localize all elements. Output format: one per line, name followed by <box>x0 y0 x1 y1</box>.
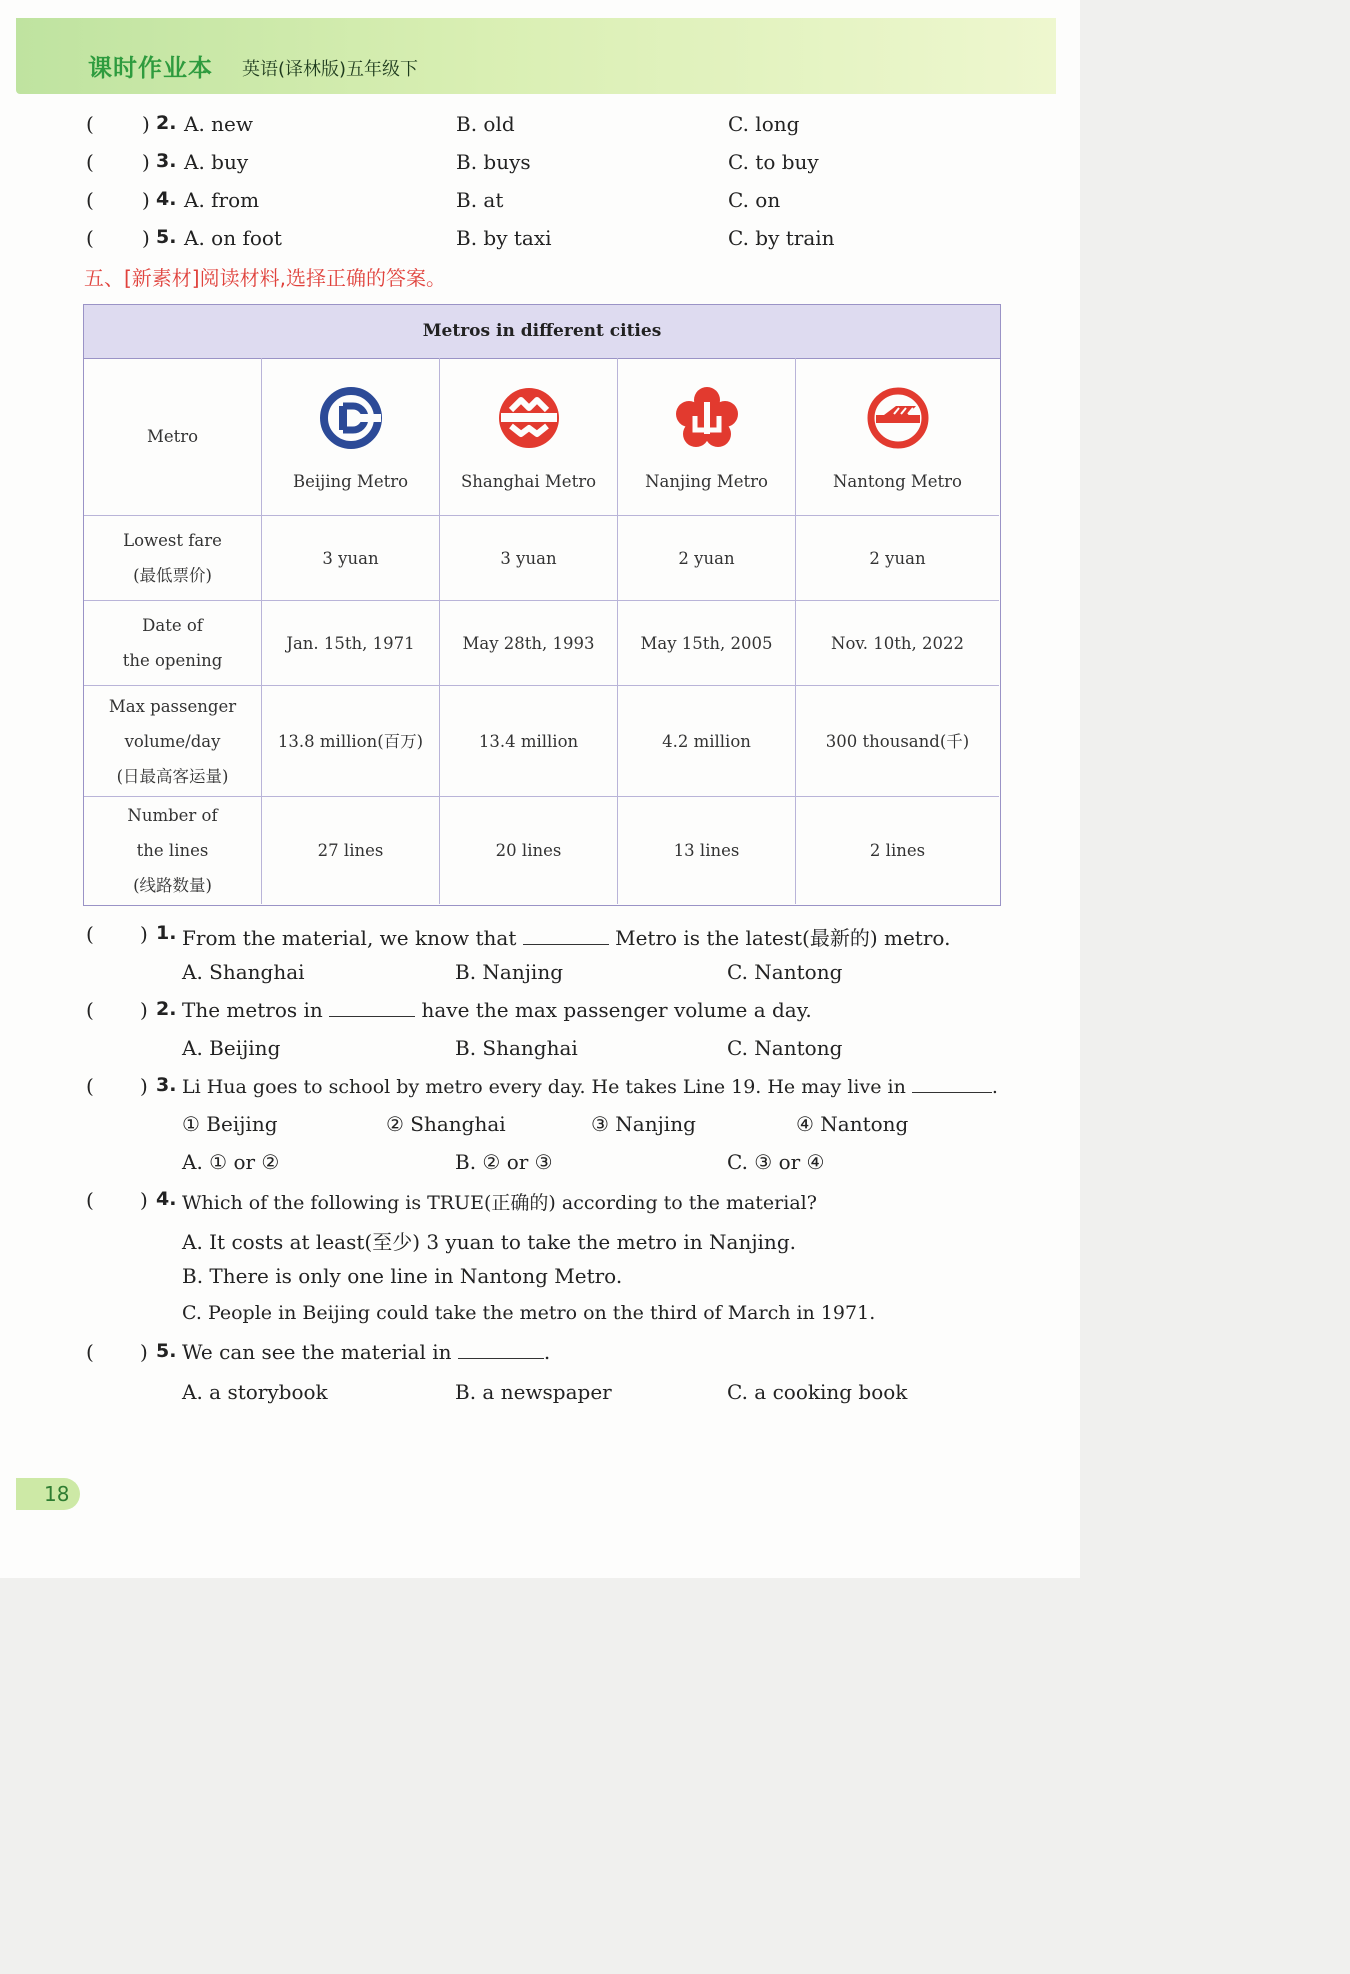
option-a: A. It costs at least(至少) 3 yuan to take the metro in Nanjing. <box>182 1230 796 1254</box>
option-a: A. ① or ② <box>182 1150 280 1174</box>
question-number: 4. <box>156 1188 177 1210</box>
table-cell: Nov. 10th, 2022 <box>796 601 999 686</box>
option-a: A. from <box>184 188 260 212</box>
option-c: C. ③ or ④ <box>727 1150 825 1174</box>
cell-label: volume/day <box>124 731 221 751</box>
question-text-pre: From the material, we know that <box>182 926 517 950</box>
answer-paren-close: ) <box>142 150 150 174</box>
metro-table <box>83 304 1001 906</box>
metro-column-beijing <box>262 358 440 516</box>
answer-blank <box>912 1074 992 1093</box>
table-cell: 13 lines <box>618 797 796 904</box>
table-cell: 27 lines <box>262 797 440 904</box>
question-text <box>182 922 950 951</box>
option-a: A. on foot <box>184 226 282 250</box>
metro-column-nanjing <box>618 358 796 516</box>
cell-label: Date of <box>142 616 203 635</box>
series-title: 课时作业本 <box>88 54 213 82</box>
question-number: 3. <box>156 1074 177 1096</box>
answer-paren-close: ) <box>142 226 150 250</box>
option-c: C. by train <box>728 226 835 250</box>
answer-paren-open: ( <box>86 1340 94 1364</box>
beijing-metro-logo-icon <box>319 386 383 450</box>
answer-paren-open: ( <box>86 150 94 174</box>
answer-paren-open: ( <box>86 188 94 212</box>
answer-paren-close: ) <box>140 922 148 946</box>
option-b: B. Shanghai <box>455 1036 578 1060</box>
book-subtitle: 英语(译林版)五年级下 <box>242 59 419 80</box>
answer-paren-close: ) <box>140 1340 148 1364</box>
option-c: C. People in Beijing could take the metro on the third of March in 1971. <box>182 1302 876 1324</box>
table-cell: 4.2 million <box>618 686 796 797</box>
cell-label-cn: (线路数量) <box>133 876 212 895</box>
answer-paren-close: ) <box>142 188 150 212</box>
cell-label: the lines <box>136 841 209 860</box>
option-c: C. long <box>728 112 800 136</box>
row-header-fare <box>84 516 262 601</box>
question-number: 5. <box>156 1340 177 1362</box>
metro-name: Shanghai Metro <box>460 472 597 491</box>
question-number: 3. <box>156 150 177 172</box>
question-text-pre: We can see the material in <box>182 1340 452 1364</box>
option-b: B. There is only one line in Nantong Metro. <box>182 1264 623 1288</box>
place-option-1: ① Beijing <box>182 1112 278 1136</box>
option-b: B. ② or ③ <box>455 1150 553 1174</box>
option-a: A. buy <box>184 150 249 174</box>
option-b: B. a newspaper <box>455 1380 612 1404</box>
row-header-metro <box>84 358 262 516</box>
option-a: A. new <box>184 112 253 136</box>
question-text <box>182 1340 550 1364</box>
cell-label-cn: (最低票价) <box>133 566 212 585</box>
table-caption: Metros in different cities <box>84 305 1000 359</box>
answer-paren-open: ( <box>86 1188 94 1212</box>
table-cell: 3 yuan <box>262 516 440 601</box>
table-cell: 2 lines <box>869 841 926 860</box>
option-b: B. Nanjing <box>455 960 563 984</box>
question-number: 1. <box>156 922 177 944</box>
option-c: C. Nantong <box>727 1036 843 1060</box>
answer-paren-open: ( <box>86 922 94 946</box>
answer-paren-open: ( <box>86 226 94 250</box>
option-b: B. at <box>456 188 504 212</box>
table-cell: 300 thousand(千) <box>796 686 999 797</box>
question-text-pre: The metros in <box>182 998 323 1022</box>
page-number: 18 <box>16 1478 80 1510</box>
cell-label: Lowest fare <box>123 531 222 550</box>
answer-blank <box>523 926 609 945</box>
place-option-3: ③ Nanjing <box>591 1112 696 1136</box>
nantong-metro-logo-icon <box>866 386 930 450</box>
answer-paren-close: ) <box>140 1074 148 1098</box>
row-header-lines <box>84 797 262 904</box>
question-text-post: Metro is the latest(最新的) metro. <box>615 926 951 950</box>
option-a: A. a storybook <box>182 1380 328 1404</box>
answer-paren-open: ( <box>86 998 94 1022</box>
option-c: C. a cooking book <box>727 1380 908 1404</box>
cell-label-cn: (日最高客运量) <box>116 766 229 786</box>
table-cell: 13.4 million <box>440 686 618 797</box>
answer-blank <box>458 1340 544 1359</box>
answer-paren-close: ) <box>140 1188 148 1212</box>
table-cell: May 15th, 2005 <box>618 601 796 686</box>
question-text-post: . <box>543 1340 551 1364</box>
table-cell: 2 yuan <box>618 516 796 601</box>
question-number: 2. <box>156 112 177 134</box>
answer-paren-close: ) <box>140 998 148 1022</box>
metro-name: Nanjing Metro <box>645 472 768 491</box>
option-c: C. to buy <box>728 150 819 174</box>
row-header-date <box>84 601 262 686</box>
question-text <box>182 1074 998 1098</box>
section-title: 五、[新素材]阅读材料,选择正确的答案。 <box>84 266 446 290</box>
cell-label: the opening <box>122 651 223 670</box>
metro-name: Nantong Metro <box>832 472 962 491</box>
question-text: Which of the following is TRUE(正确的) according to the material? <box>182 1192 817 1214</box>
metro-name: Beijing Metro <box>292 472 409 491</box>
cell-label: Max passenger <box>108 696 237 716</box>
shanghai-metro-logo-icon <box>497 386 561 450</box>
option-b: B. by taxi <box>456 226 552 250</box>
table-cell: 3 yuan <box>440 516 618 601</box>
cell-label: Number of <box>127 806 218 825</box>
table-cell: 13.8 million(百万) <box>262 686 440 797</box>
table-cell: 20 lines <box>440 797 618 904</box>
cell-label: Metro <box>146 427 199 446</box>
answer-paren-open: ( <box>86 112 94 136</box>
question-text <box>182 998 812 1022</box>
table-cell: Jan. 15th, 1971 <box>262 601 440 686</box>
metro-column-shanghai <box>440 358 618 516</box>
question-text-pre: Li Hua goes to school by metro every day. He takes Line 19. He may live in <box>182 1076 906 1098</box>
question-number: 2. <box>156 998 177 1020</box>
question-text-post: . <box>991 1076 998 1098</box>
nanjing-metro-logo-icon <box>675 386 739 450</box>
option-b: B. buys <box>456 150 531 174</box>
option-c: C. Nantong <box>727 960 843 984</box>
option-a: A. Beijing <box>182 1036 281 1060</box>
answer-paren-open: ( <box>86 1074 94 1098</box>
table-cell: 2 yuan <box>796 516 999 601</box>
option-b: B. old <box>456 112 515 136</box>
place-option-2: ② Shanghai <box>386 1112 506 1136</box>
question-number: 5. <box>156 226 177 248</box>
answer-paren-close: ) <box>142 112 150 136</box>
option-c: C. on <box>728 188 781 212</box>
question-text-post: have the max passenger volume a day. <box>421 998 812 1022</box>
place-option-4: ④ Nantong <box>796 1112 909 1136</box>
question-number: 4. <box>156 188 177 210</box>
metro-column-nantong <box>796 358 999 516</box>
option-a: A. Shanghai <box>182 960 305 984</box>
table-cell: May 28th, 1993 <box>440 601 618 686</box>
row-header-volume <box>84 686 262 797</box>
answer-blank <box>329 998 415 1017</box>
